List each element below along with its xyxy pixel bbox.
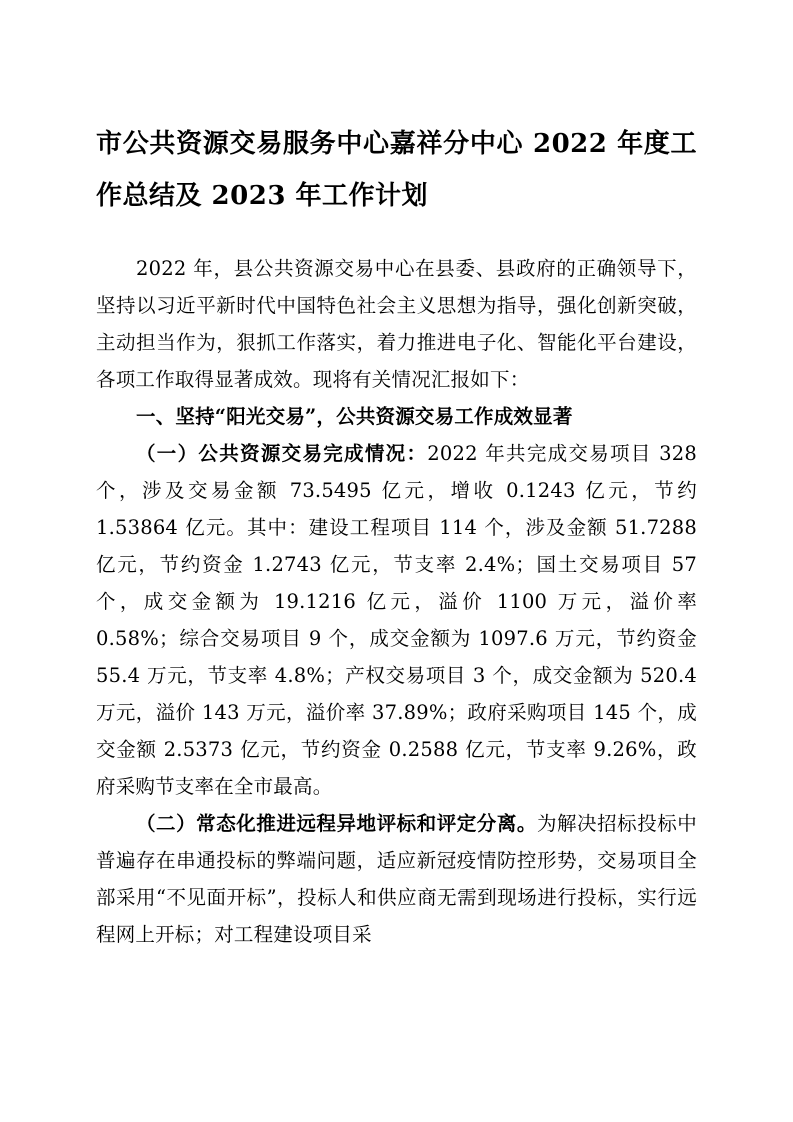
paragraph-section-1-1-body: 2022 年共完成交易项目 328 个，涉及交易金额 73.5495 亿元，增收 0.1243 亿元，节约 1.53864 亿元。其中：建设工程项目 114 个，涉及金额 51.7288 亿元，节约资金 1.2743 亿元，节支率 2.4%；国土交易项目 57 个，成交金额为 19.1216 亿元，溢价 1100 万元，溢价率 0.58%；综合交易项目 9 个，成交金额为 1097.6 万元，节约资金 55.4 万元，节支率 4.8%；产权交易项目 3 个，成交金额为 520.4 万元，溢价 143 万元，溢价率 37.89%；政府采购项目 145 个，成交金额 2.5373 亿元，节约资金 0.2588 亿元，节支率 9.26%，政府采购节支率在全市最高。 [96, 442, 697, 798]
paragraph-section-1-2-body: 为解决招标投标中普遍存在串通投标的弊端问题，适应新冠疫情防控形势，交易项目全部采用“不见面开标”，投标人和供应商无需到现场进行投标，实行远程网上开标；对工程建设项目采 [96, 812, 697, 946]
paragraph-section-1-2 [96, 805, 697, 953]
paragraph-section-1-1 [96, 435, 697, 805]
heading-section-one: 一、坚持“阳光交易”，公共资源交易工作成效显著 [136, 405, 573, 428]
paragraph-section-1-1-lead: （一）公共资源交易完成情况： [136, 442, 428, 465]
document-title: 市公共资源交易服务中心嘉祥分中心 2022 年度工作总结及 2023 年工作计划 [96, 129, 697, 211]
paragraph-intro: 2022 年，县公共资源交易中心在县委、县政府的正确领导下，坚持以习近平新时代中国特色社会主义思想为指导，强化创新突破，主动担当作为，狠抓工作落实，着力推进电子化、智能化平台建设，各项工作取得显著成效。现将有关情况汇报如下： [96, 257, 697, 391]
paragraph-section-1-2-lead: （二）常态化推进远程异地评标和评定分离。 [136, 812, 537, 835]
